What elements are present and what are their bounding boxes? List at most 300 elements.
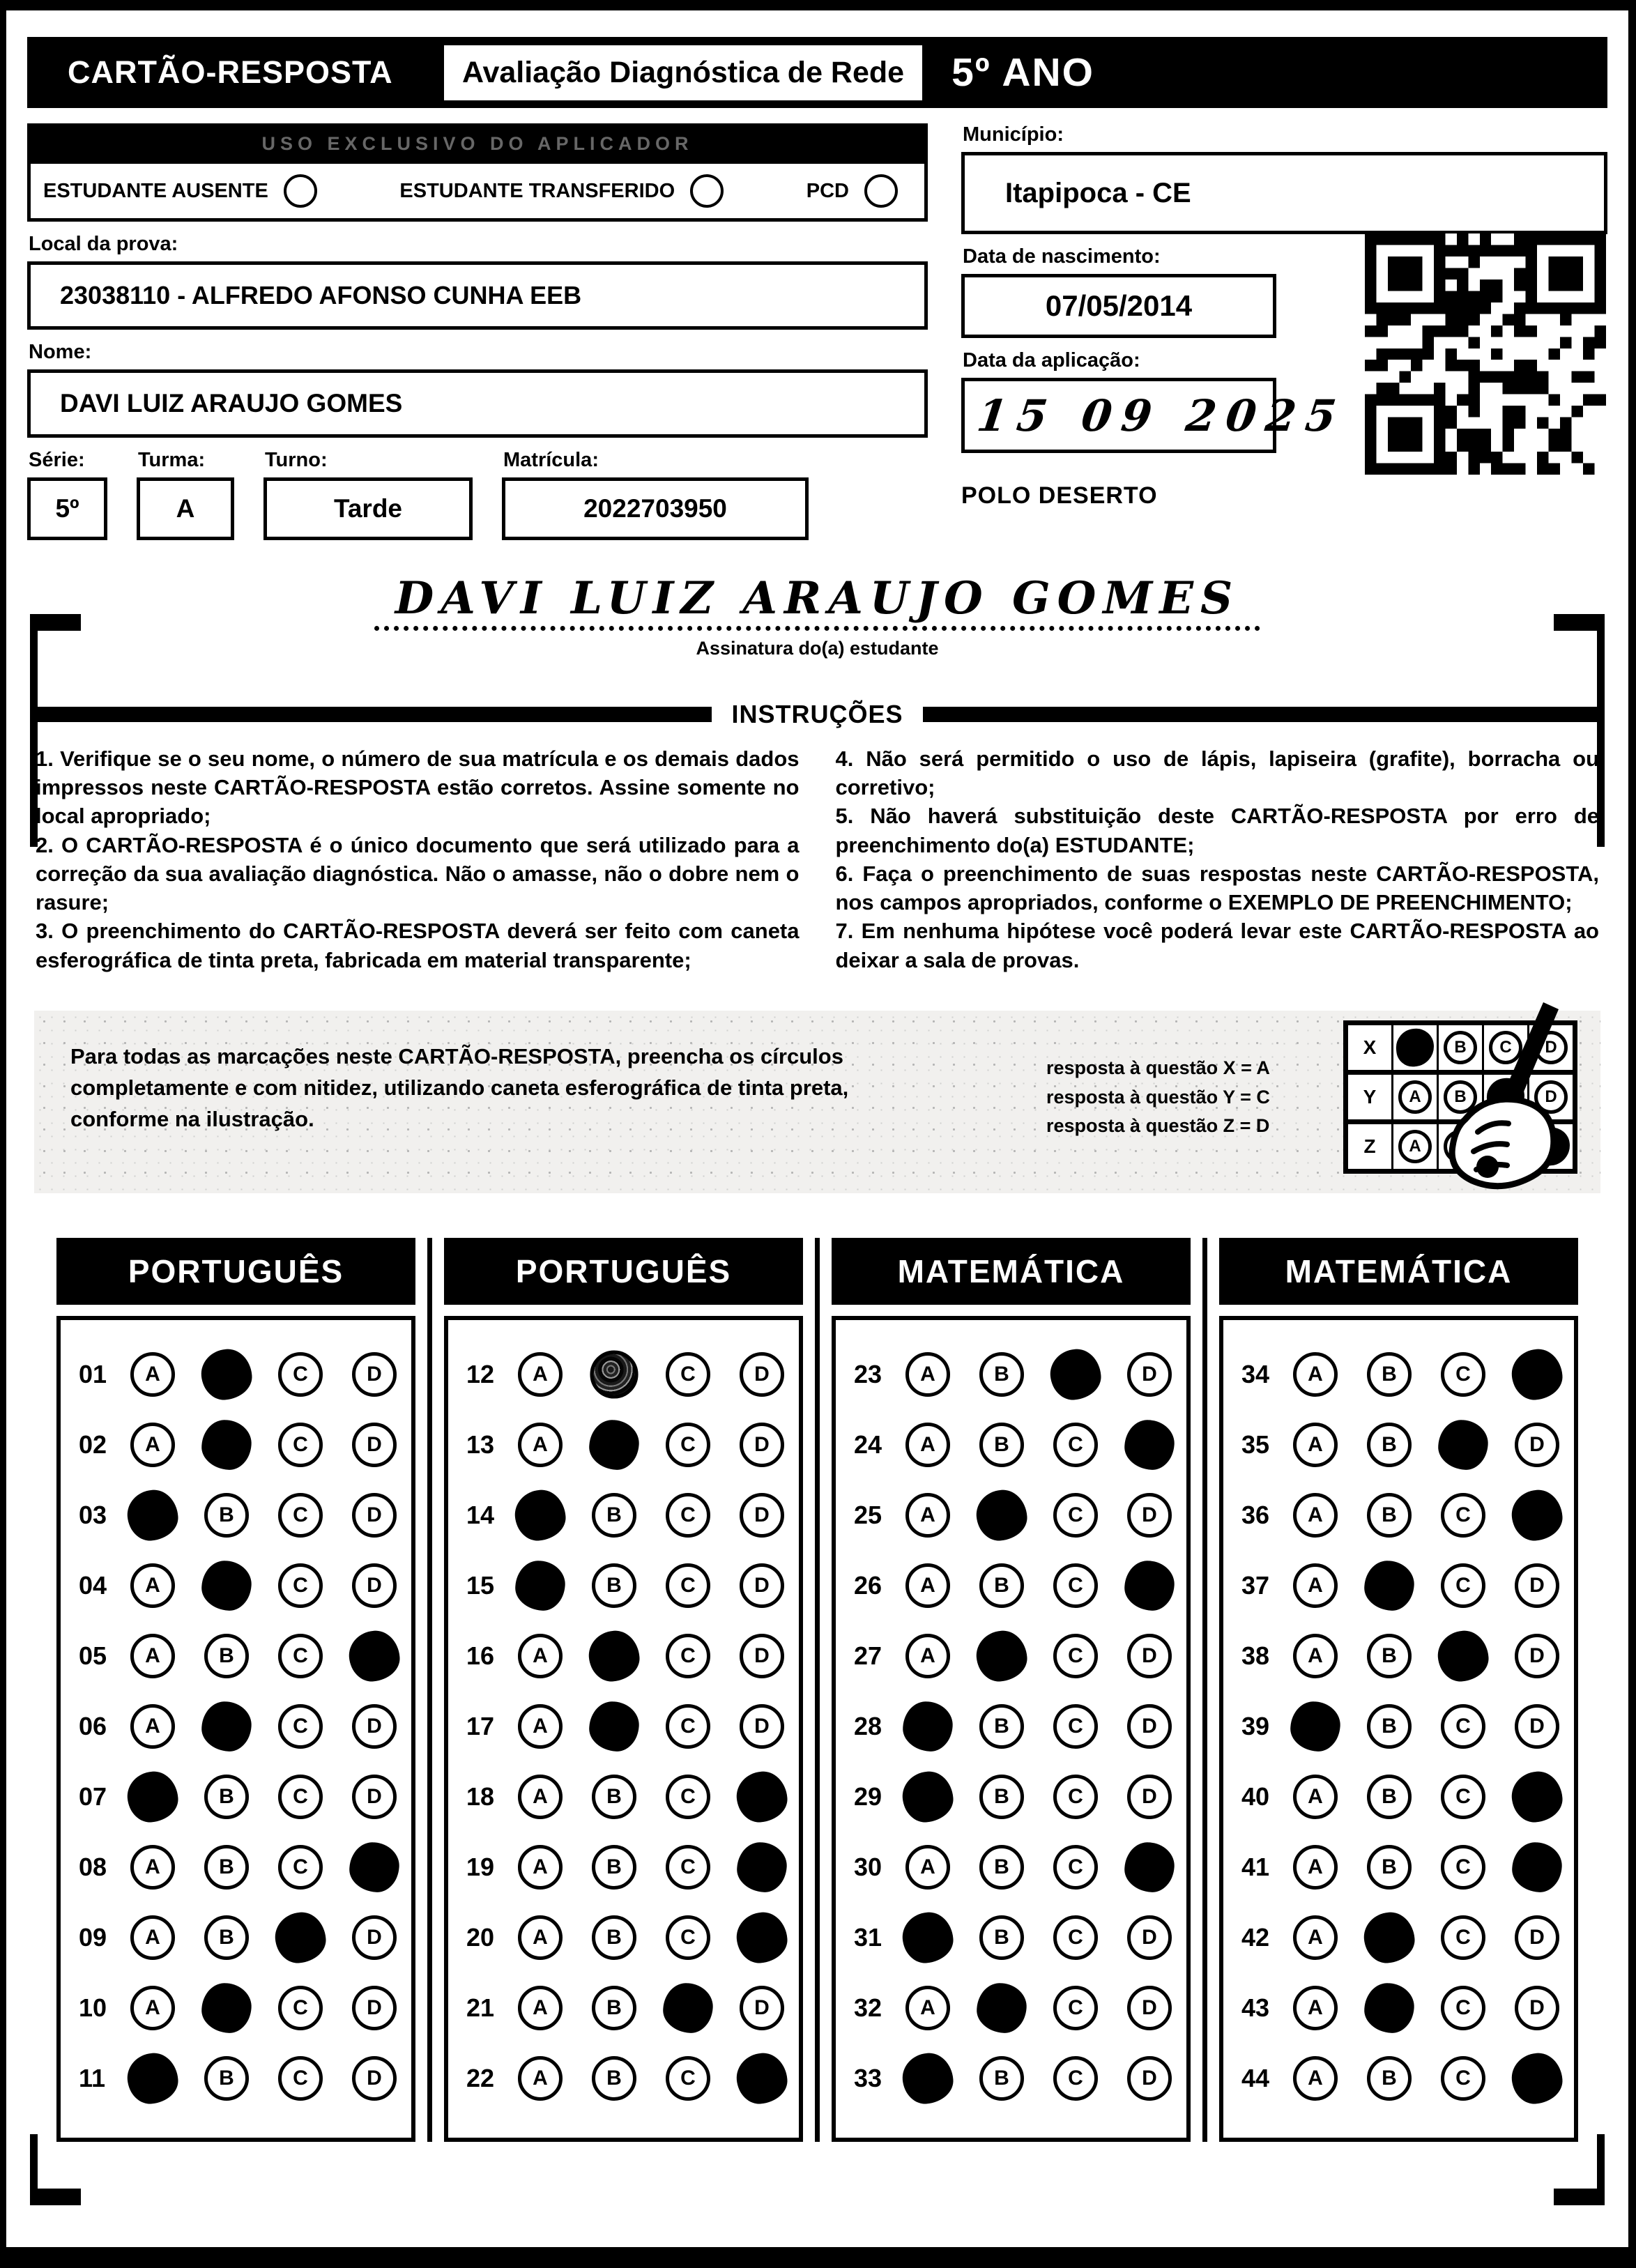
bubble-43-B[interactable] [1363, 1982, 1416, 2035]
bubble-19-A[interactable]: A [518, 1845, 563, 1890]
bubble-19-B[interactable]: B [592, 1845, 636, 1890]
bubble-03-B[interactable]: B [204, 1493, 249, 1538]
aplicacao-value-box [961, 378, 1349, 453]
bubble-22-A[interactable]: A [518, 2056, 563, 2101]
bubble-34-B[interactable]: B [1367, 1352, 1412, 1397]
corner-mark-top-right [1554, 614, 1605, 847]
signature-label: Assinatura do(a) estudante [696, 638, 939, 659]
bubble-38-B[interactable]: B [1367, 1634, 1412, 1678]
bubble-29-A[interactable] [901, 1770, 955, 1824]
bubble-23-C[interactable] [1048, 1347, 1103, 1402]
question-row-35 [1241, 1410, 1564, 1480]
turno-value-box [263, 477, 473, 540]
question-number: 01 [79, 1360, 107, 1389]
bubble-24-C[interactable]: C [1053, 1423, 1098, 1467]
question-number: 35 [1241, 1430, 1270, 1459]
bubble-34-D[interactable] [1510, 1347, 1564, 1402]
bubble-23-B[interactable]: B [979, 1352, 1024, 1397]
bubble-13-C[interactable]: C [666, 1423, 710, 1467]
bubble-03-D[interactable]: D [352, 1493, 397, 1538]
bubble-35-A[interactable]: A [1293, 1423, 1338, 1467]
nome-value: DAVI LUIZ ARAUJO GOMES [60, 389, 403, 417]
question-number: 33 [854, 2064, 882, 2093]
bubble-32-A[interactable]: A [905, 1986, 950, 2030]
bubble-41-A[interactable]: A [1293, 1845, 1338, 1890]
bubble-41-D[interactable] [1511, 1841, 1564, 1894]
bubble-10-B[interactable] [200, 1982, 253, 2035]
bubble-27-D[interactable]: D [1127, 1634, 1172, 1678]
bubble-07-D[interactable]: D [352, 1775, 397, 1819]
bubble-36-A[interactable]: A [1293, 1493, 1338, 1538]
bubble-39-B[interactable]: B [1367, 1704, 1412, 1749]
bubble-21-B[interactable]: B [592, 1986, 636, 2030]
bubble-08-D[interactable] [348, 1841, 401, 1894]
bubble-22-C[interactable]: C [666, 2056, 710, 2101]
bubble-28-C[interactable]: C [1053, 1704, 1098, 1749]
bubble-42-C[interactable]: C [1441, 1915, 1485, 1960]
nascimento-value: 07/05/2014 [1045, 289, 1193, 322]
bubble-06-D[interactable]: D [352, 1704, 397, 1749]
question-row-03 [79, 1480, 402, 1551]
question-number: 43 [1241, 1993, 1270, 2023]
bubble-38-A[interactable]: A [1293, 1634, 1338, 1678]
example-bubble-Z-A[interactable]: A [1398, 1130, 1432, 1163]
polo-label: POLO DESERTO [961, 482, 1158, 509]
question-row-13 [466, 1410, 789, 1480]
example-bubble-X-D[interactable]: D [1534, 1031, 1568, 1064]
column-divider [427, 1238, 432, 2142]
aplicacao-label: Data da aplicação: [963, 349, 1140, 371]
question-number: 39 [1241, 1712, 1270, 1741]
bubble-14-B[interactable]: B [592, 1493, 636, 1538]
bubble-01-B[interactable] [199, 1347, 254, 1402]
serie-value-box [27, 477, 107, 540]
question-row-14 [466, 1480, 789, 1551]
bubble-22-D[interactable] [735, 2051, 789, 2106]
example-bubble-Y-A[interactable]: A [1398, 1080, 1432, 1114]
bubble-11-A[interactable] [125, 2051, 180, 2106]
checkbox-circle[interactable] [690, 174, 724, 208]
checkbox-item-0 [43, 174, 317, 208]
example-row-letter: X [1363, 1036, 1377, 1058]
serie-value: 5º [55, 494, 79, 523]
serie-field [27, 438, 107, 540]
bubble-43-A[interactable]: A [1293, 1986, 1338, 2030]
bubble-15-C[interactable]: C [666, 1563, 710, 1608]
subject-header: MATEMÁTICA [832, 1238, 1191, 1305]
bubble-19-C[interactable]: C [666, 1845, 710, 1890]
bubble-23-D[interactable]: D [1127, 1352, 1172, 1397]
aplicacao-handwritten-value: 15 09 2025 [974, 390, 1349, 441]
question-number: 22 [466, 2064, 495, 2093]
signature-line[interactable] [374, 572, 1261, 631]
question-number: 11 [79, 2064, 106, 2093]
student-info-section [27, 123, 1607, 540]
bubble-25-D[interactable]: D [1127, 1493, 1172, 1538]
bubble-34-C[interactable]: C [1441, 1352, 1485, 1397]
instructions-left [36, 744, 800, 974]
bubble-08-B[interactable]: B [204, 1845, 249, 1890]
answer-column-4 [1219, 1238, 1578, 2142]
question-row-34 [1241, 1340, 1564, 1410]
bubble-31-C[interactable]: C [1053, 1915, 1098, 1960]
bubble-15-B[interactable]: B [592, 1563, 636, 1608]
bubble-15-D[interactable]: D [740, 1563, 784, 1608]
bubble-41-C[interactable]: C [1441, 1845, 1485, 1890]
bubble-35-B[interactable]: B [1367, 1423, 1412, 1467]
bubble-16-B[interactable] [587, 1629, 641, 1683]
signature-block [6, 572, 1628, 659]
question-number: 04 [79, 1571, 107, 1600]
column-divider [815, 1238, 820, 2142]
question-number: 10 [79, 1993, 107, 2023]
bubble-33-A[interactable] [901, 2051, 955, 2106]
corner-mark-top-left [30, 614, 81, 847]
bubble-12-D[interactable]: D [740, 1352, 784, 1397]
bubble-30-B[interactable]: B [979, 1845, 1024, 1890]
bubble-37-D[interactable]: D [1515, 1563, 1559, 1608]
bubble-21-A[interactable]: A [518, 1986, 563, 2030]
bubble-42-B[interactable] [1362, 1910, 1416, 1965]
question-number: 18 [466, 1782, 495, 1811]
checkbox-label: ESTUDANTE AUSENTE [43, 179, 268, 202]
question-number: 37 [1241, 1571, 1270, 1600]
bubble-29-C[interactable]: C [1053, 1775, 1098, 1819]
bubble-21-C[interactable] [662, 1982, 714, 2035]
question-number: 31 [854, 1923, 882, 1952]
bubble-38-D[interactable]: D [1515, 1634, 1559, 1678]
bubble-30-C[interactable]: C [1053, 1845, 1098, 1890]
example-bubble-X-B[interactable]: B [1444, 1031, 1477, 1064]
answer-column-3 [832, 1238, 1191, 2142]
question-number: 25 [854, 1501, 882, 1530]
question-number: 36 [1241, 1501, 1270, 1530]
bubble-07-C[interactable]: C [278, 1775, 323, 1819]
bubble-13-A[interactable]: A [518, 1423, 563, 1467]
question-number: 29 [854, 1782, 882, 1811]
qr-code [1365, 233, 1606, 475]
bubble-44-C[interactable]: C [1441, 2056, 1485, 2101]
bubble-26-C[interactable]: C [1053, 1563, 1098, 1608]
bubble-29-D[interactable]: D [1127, 1775, 1172, 1819]
bubble-20-A[interactable]: A [518, 1915, 563, 1960]
bubble-33-C[interactable]: C [1053, 2056, 1098, 2101]
bubble-43-D[interactable]: D [1515, 1986, 1559, 2030]
bubble-13-B[interactable] [588, 1418, 641, 1471]
bubble-05-A[interactable]: A [130, 1634, 175, 1678]
bubble-38-C[interactable] [1436, 1629, 1490, 1683]
bubble-09-C[interactable] [273, 1910, 328, 1965]
bubble-25-A[interactable]: A [905, 1493, 950, 1538]
title-rule-right [923, 707, 1599, 722]
bubble-36-D[interactable] [1510, 1488, 1564, 1542]
bubble-14-C[interactable]: C [666, 1493, 710, 1538]
bubble-42-D[interactable]: D [1515, 1915, 1559, 1960]
student-info-left [27, 123, 928, 540]
question-number: 34 [1241, 1360, 1270, 1389]
bubble-08-C[interactable]: C [278, 1845, 323, 1890]
matricula-value-box [502, 477, 809, 540]
question-number: 27 [854, 1641, 882, 1671]
bubble-17-B[interactable] [588, 1700, 641, 1753]
bubble-04-A[interactable]: A [130, 1563, 175, 1608]
bubble-37-C[interactable]: C [1441, 1563, 1485, 1608]
bubble-36-B[interactable]: B [1367, 1493, 1412, 1538]
matricula-value: 2022703950 [583, 494, 727, 523]
bubble-23-A[interactable]: A [905, 1352, 950, 1397]
instruction-item: 5. Não haverá substituição deste CARTÃO-RESPOSTA por erro de preenchimento do(a) ESTUDANTE; [835, 804, 1599, 857]
bubble-40-A[interactable]: A [1293, 1775, 1338, 1819]
bubble-20-B[interactable]: B [592, 1915, 636, 1960]
checkbox-circle[interactable] [864, 174, 898, 208]
bubble-05-D[interactable] [347, 1629, 402, 1683]
question-row-33 [854, 2044, 1177, 2114]
question-number: 03 [79, 1501, 107, 1530]
example-bubble-Y-B[interactable]: B [1444, 1080, 1477, 1114]
bubble-20-D[interactable] [735, 1910, 789, 1965]
title-rule-left [36, 707, 712, 722]
applicator-checkbox-row [27, 164, 928, 222]
bubble-44-A[interactable]: A [1293, 2056, 1338, 2101]
bubble-14-D[interactable]: D [740, 1493, 784, 1538]
bubble-07-A[interactable] [125, 1770, 180, 1824]
instruction-item: 3. O preenchimento do CARTÃO-RESPOSTA deverá ser feito com caneta esferográfica de tinta preta, fabricada em material transparente; [36, 919, 800, 972]
bubble-41-B[interactable]: B [1367, 1845, 1412, 1890]
bubble-01-A[interactable]: A [130, 1352, 175, 1397]
bubble-04-C[interactable]: C [278, 1563, 323, 1608]
bubble-10-D[interactable]: D [352, 1986, 397, 2030]
bubble-04-D[interactable]: D [352, 1563, 397, 1608]
answer-grid [832, 1316, 1191, 2142]
bubble-06-A[interactable]: A [130, 1704, 175, 1749]
bubble-19-D[interactable] [735, 1841, 788, 1894]
bubble-01-D[interactable]: D [352, 1352, 397, 1397]
question-number: 19 [466, 1853, 495, 1882]
bubble-43-C[interactable]: C [1441, 1986, 1485, 2030]
bubble-40-D[interactable] [1510, 1770, 1564, 1824]
bubble-39-D[interactable]: D [1515, 1704, 1559, 1749]
bubble-35-C[interactable] [1437, 1418, 1490, 1471]
bubble-14-A[interactable] [513, 1488, 567, 1542]
question-row-26 [854, 1551, 1177, 1621]
bubble-28-D[interactable]: D [1127, 1704, 1172, 1749]
bubble-22-B[interactable]: B [592, 2056, 636, 2101]
assessment-name: Avaliação Diagnóstica de Rede [444, 45, 922, 100]
bubble-32-B[interactable] [975, 1982, 1028, 2035]
bubble-29-B[interactable]: B [979, 1775, 1024, 1819]
question-row-04 [79, 1551, 402, 1621]
bubble-31-D[interactable]: D [1127, 1915, 1172, 1960]
bubble-09-D[interactable]: D [352, 1915, 397, 1960]
question-number: 41 [1241, 1853, 1270, 1882]
bubble-06-C[interactable]: C [278, 1704, 323, 1749]
bubble-18-C[interactable]: C [666, 1775, 710, 1819]
bubble-44-D[interactable] [1510, 2051, 1564, 2106]
question-row-32 [854, 1973, 1177, 2044]
question-row-40 [1241, 1762, 1564, 1832]
bubble-24-A[interactable]: A [905, 1423, 950, 1467]
bubble-39-C[interactable]: C [1441, 1704, 1485, 1749]
bubble-32-C[interactable]: C [1053, 1986, 1098, 2030]
question-row-39 [1241, 1692, 1564, 1762]
bubble-12-B[interactable] [590, 1351, 638, 1399]
checkbox-circle[interactable] [284, 174, 317, 208]
bubble-12-C[interactable]: C [666, 1352, 710, 1397]
turma-label: Turma: [138, 449, 206, 471]
question-row-02 [79, 1410, 402, 1480]
subject-header: PORTUGUÊS [56, 1238, 415, 1305]
bubble-28-B[interactable]: B [979, 1704, 1024, 1749]
question-number: 20 [466, 1923, 495, 1952]
question-row-41 [1241, 1832, 1564, 1903]
example-text: Para todas as marcações neste CARTÃO-RESPOSTA, preencha os círculos completamente e com nitidez, utilizando caneta esferográfica de tinta preta, conforme na ilustração. [70, 1043, 849, 1131]
bubble-24-D[interactable] [1123, 1418, 1176, 1471]
nascimento-label: Data de nascimento: [963, 245, 1161, 268]
bubble-32-D[interactable]: D [1127, 1986, 1172, 2030]
bubble-26-B[interactable]: B [979, 1563, 1024, 1608]
bubble-05-C[interactable]: C [278, 1634, 323, 1678]
applicator-bar-text: USO EXCLUSIVO DO APLICADOR [261, 132, 694, 154]
bubble-17-D[interactable]: D [740, 1704, 784, 1749]
bubble-44-B[interactable]: B [1367, 2056, 1412, 2101]
question-row-12 [466, 1340, 789, 1410]
bubble-40-C[interactable]: C [1441, 1775, 1485, 1819]
bubble-26-A[interactable]: A [905, 1563, 950, 1608]
nascimento-value-box [961, 274, 1276, 338]
question-row-37 [1241, 1551, 1564, 1621]
example-legend-line: resposta à questão X = A [1046, 1057, 1270, 1078]
instructions-right [836, 744, 1600, 974]
bubble-26-D[interactable] [1123, 1559, 1176, 1612]
bubble-01-C[interactable]: C [278, 1352, 323, 1397]
example-bubble-X-C[interactable]: C [1489, 1031, 1522, 1064]
bubble-12-A[interactable]: A [518, 1352, 563, 1397]
question-row-11 [79, 2044, 402, 2114]
bubble-21-D[interactable]: D [740, 1986, 784, 2030]
bubble-33-D[interactable]: D [1127, 2056, 1172, 2101]
nome-label: Nome: [29, 341, 92, 363]
bubble-02-C[interactable]: C [278, 1423, 323, 1467]
bubble-18-A[interactable]: A [518, 1775, 563, 1819]
local-value-box [27, 261, 928, 330]
bubble-10-C[interactable]: C [278, 1986, 323, 2030]
question-number: 38 [1241, 1641, 1270, 1671]
bubble-02-D[interactable]: D [352, 1423, 397, 1467]
bubble-31-A[interactable] [901, 1910, 955, 1965]
bubble-16-C[interactable]: C [666, 1634, 710, 1678]
question-row-29 [854, 1762, 1177, 1832]
bubble-16-D[interactable]: D [740, 1634, 784, 1678]
bubble-31-B[interactable]: B [979, 1915, 1024, 1960]
instruction-item: 7. Em nenhuma hipótese você poderá levar este CARTÃO-RESPOSTA ao deixar a sala de provas. [835, 919, 1599, 972]
question-number: 13 [466, 1430, 495, 1459]
bubble-33-B[interactable]: B [979, 2056, 1024, 2101]
bubble-27-C[interactable]: C [1053, 1634, 1098, 1678]
bubble-09-B[interactable]: B [204, 1915, 249, 1960]
instruction-item: 1. Verifique se o seu nome, o número de sua matrícula e os demais dados impressos neste CARTÃO-RESPOSTA estão corretos. Assine somente no local apropriado; [36, 746, 800, 829]
question-number: 40 [1241, 1782, 1270, 1811]
bubble-08-A[interactable]: A [130, 1845, 175, 1890]
example-bubble-Y-D[interactable]: D [1534, 1080, 1568, 1114]
bubble-18-D[interactable] [735, 1770, 789, 1824]
bubble-17-A[interactable]: A [518, 1704, 563, 1749]
question-row-25 [854, 1480, 1177, 1551]
question-row-19 [466, 1832, 789, 1903]
bubble-25-C[interactable]: C [1053, 1493, 1098, 1538]
answer-area [56, 1238, 1578, 2142]
bubble-11-D[interactable]: D [352, 2056, 397, 2101]
question-row-06 [79, 1692, 402, 1762]
bubble-28-A[interactable] [901, 1700, 954, 1753]
answer-grid [1219, 1316, 1578, 2142]
question-number: 21 [466, 1993, 495, 2023]
question-number: 44 [1241, 2064, 1270, 2093]
bubble-05-B[interactable]: B [204, 1634, 249, 1678]
question-number: 30 [854, 1853, 882, 1882]
bubble-03-A[interactable] [125, 1488, 180, 1542]
bubble-37-B[interactable] [1363, 1559, 1416, 1612]
bubble-06-B[interactable] [200, 1700, 253, 1753]
question-row-21 [466, 1973, 789, 2044]
bubble-24-B[interactable]: B [979, 1423, 1024, 1467]
bubble-30-D[interactable] [1123, 1841, 1176, 1894]
bubble-09-A[interactable]: A [130, 1915, 175, 1960]
question-number: 06 [79, 1712, 107, 1741]
bubble-37-A[interactable]: A [1293, 1563, 1338, 1608]
bubble-39-A[interactable] [1289, 1700, 1342, 1753]
bubble-35-D[interactable]: D [1515, 1423, 1559, 1467]
bubble-20-C[interactable]: C [666, 1915, 710, 1960]
bubble-36-C[interactable]: C [1441, 1493, 1485, 1538]
bubble-16-A[interactable]: A [518, 1634, 563, 1678]
answer-column-2 [444, 1238, 803, 2142]
question-row-36 [1241, 1480, 1564, 1551]
bubble-30-A[interactable]: A [905, 1845, 950, 1890]
bubble-34-A[interactable]: A [1293, 1352, 1338, 1397]
bubble-02-B[interactable] [200, 1418, 253, 1471]
turma-field [137, 438, 234, 540]
bubble-02-A[interactable]: A [130, 1423, 175, 1467]
bubble-15-A[interactable] [514, 1559, 567, 1612]
bubble-03-C[interactable]: C [278, 1493, 323, 1538]
question-number: 28 [854, 1712, 882, 1741]
matricula-label: Matrícula: [503, 449, 599, 471]
corner-mark-bottom-right [1554, 2134, 1605, 2205]
bubble-13-D[interactable]: D [740, 1423, 784, 1467]
instruction-item: 6. Faça o preenchimento de suas respostas neste CARTÃO-RESPOSTA, nos campos apropriados, conforme o EXEMPLO DE PREENCHIMENTO; [835, 861, 1599, 915]
matricula-field [502, 438, 809, 540]
bubble-10-A[interactable]: A [130, 1986, 175, 2030]
question-row-15 [466, 1551, 789, 1621]
bubble-04-B[interactable] [200, 1559, 253, 1612]
question-row-38 [1241, 1621, 1564, 1692]
question-number: 24 [854, 1430, 882, 1459]
question-row-10 [79, 1973, 402, 2044]
bubble-27-A[interactable]: A [905, 1634, 950, 1678]
example-legend-line: resposta à questão Y = C [1046, 1086, 1270, 1108]
bubble-11-C[interactable]: C [278, 2056, 323, 2101]
bubble-07-B[interactable]: B [204, 1775, 249, 1819]
bubble-18-B[interactable]: B [592, 1775, 636, 1819]
bubble-40-B[interactable]: B [1367, 1775, 1412, 1819]
bubble-25-B[interactable] [974, 1488, 1029, 1542]
bubble-17-C[interactable]: C [666, 1704, 710, 1749]
bubble-11-B[interactable]: B [204, 2056, 249, 2101]
example-legend-line: resposta à questão Z = D [1046, 1115, 1270, 1137]
bubble-42-A[interactable]: A [1293, 1915, 1338, 1960]
question-number: 17 [466, 1712, 495, 1741]
bubble-27-B[interactable] [974, 1629, 1029, 1683]
